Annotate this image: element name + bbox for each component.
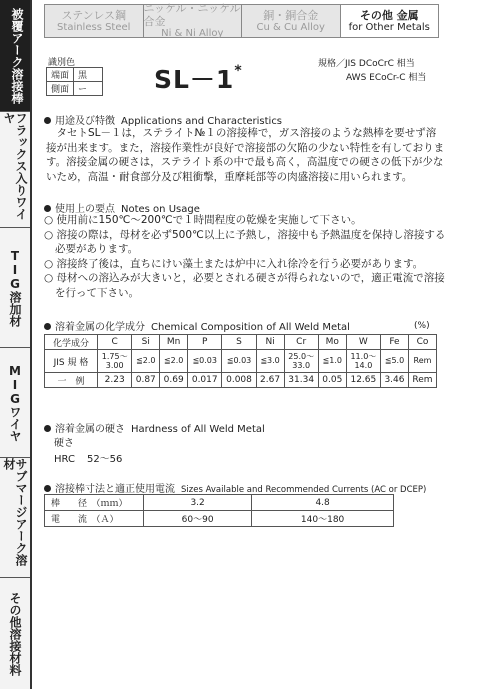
nav-label-en: Ni & Ni Alloy — [161, 28, 224, 39]
heading-en: Applications and Characteristics — [121, 116, 283, 127]
cell-value — [227, 356, 252, 365]
table-cell: 12.65 — [346, 373, 380, 388]
product-name-text: SL－1 — [154, 65, 235, 94]
sidebar-tab-mig-wire[interactable] — [0, 348, 30, 458]
nav-label-jp: 銅・銅合金 — [263, 8, 319, 22]
cell-value — [350, 352, 376, 370]
standard-jis: 規格／JIS DCoCrC 相当 — [318, 59, 415, 69]
row-header: 化学成分 — [45, 335, 98, 350]
table-row — [47, 82, 103, 96]
table-cell — [160, 350, 188, 373]
cell-line: 33.0 — [292, 360, 311, 370]
table-row — [45, 495, 394, 511]
sidebar-tab-label: 被覆アーク溶接棒 — [10, 7, 24, 104]
id-value: ー — [74, 82, 103, 96]
bullet-icon — [44, 425, 51, 432]
row-header: JIS 規 格 — [45, 350, 98, 373]
nav-label-en: for Other Metals — [348, 21, 430, 33]
heading-jp: 溶着金属の化学成分 — [55, 322, 145, 333]
nav-stainless-steel[interactable] — [45, 5, 144, 37]
cell-line: ≦3.0 — [260, 356, 280, 365]
column-header: Mo — [318, 335, 346, 350]
table-cell: 31.34 — [284, 373, 318, 388]
category-sidebar — [0, 0, 32, 689]
cell-value — [323, 356, 342, 365]
bullet-icon — [44, 323, 51, 330]
cell-line: 1.75～ — [101, 351, 128, 361]
column-header: Cr — [284, 335, 318, 350]
unit-label: (%) — [414, 321, 430, 331]
heading-jp: 溶接棒寸法と適正使用電流 — [55, 484, 175, 495]
bullet-icon — [44, 117, 51, 124]
current-value: 140～180 — [252, 511, 394, 527]
product-mark: * — [234, 62, 243, 79]
cell-line: ≦2.0 — [163, 356, 184, 365]
table-cell — [188, 350, 222, 373]
cell-value — [385, 356, 404, 365]
list-item: ○ 使用前に150℃～200℃で１時間程度の乾燥を実施して下さい。 — [44, 214, 362, 226]
sidebar-tab-label: その他溶接材料 — [8, 591, 22, 676]
nav-cu-alloy[interactable] — [242, 5, 341, 37]
column-header: Fe — [381, 335, 409, 350]
table-cell — [256, 350, 284, 373]
heading-en: Chemical Composition of All Weld Metal — [151, 322, 350, 333]
applications-text: タセトSL－１は，ステライト№１の溶接棒で，ガス溶接のような熱棒を要せず溶接が出来ます。また，溶接作業性が良好で溶接部の欠陥の少ない特性を有しております。溶接金属の硬さは，ステライト系の中で最も高く，高温度での硬さの低下が少ないため，高温・耐食部分及び粗衝撃，重摩耗部等の肉盛溶接に用いられます。 — [46, 127, 445, 183]
table-cell: 2.67 — [256, 373, 284, 388]
nav-label-jp: ニッケル・ニッケル合金 — [143, 2, 241, 28]
diameter-value: 3.2 — [144, 495, 252, 511]
hardness-value: 52～56 — [86, 454, 123, 465]
nav-label-en: Stainless Steel — [57, 21, 131, 33]
cell-value — [164, 356, 183, 365]
table-cell: 2.23 — [98, 373, 132, 388]
nav-ni-alloy[interactable] — [143, 2, 243, 39]
cell-line: ≦2.0 — [136, 356, 156, 365]
id-key: 端面 — [47, 68, 74, 82]
column-header: Si — [132, 335, 160, 350]
heading-en: Hardness of All Weld Metal — [131, 424, 265, 435]
sidebar-tab-submerged-arc[interactable] — [0, 458, 30, 578]
list-item: ○ 母材への溶込みが大きいと，必要とされる硬さが得られないので，適正電流で溶接を行って下さい。 — [44, 272, 445, 299]
table-row — [45, 350, 437, 373]
applications-heading — [44, 112, 282, 127]
table-row — [45, 335, 437, 350]
standards — [318, 57, 426, 85]
table-cell — [132, 350, 160, 373]
column-header: W — [346, 335, 380, 350]
table-row — [47, 68, 103, 82]
table-cell: 0.69 — [160, 373, 188, 388]
heading-jp: 用途及び特徴 — [55, 116, 115, 127]
list-item: ○ 溶接の際は，母材を必ず500℃以上に予熱し，溶接中も予熱温度を保持し溶接する必要があります。 — [44, 228, 446, 255]
column-header: Co — [408, 335, 436, 350]
sidebar-tab-other-materials[interactable] — [0, 578, 30, 689]
bullet-icon — [44, 485, 51, 492]
sidebar-tab-covered-electrode[interactable] — [0, 0, 30, 112]
cell-line: Rem — [413, 356, 432, 365]
heading-jp: 溶着金属の硬さ — [55, 424, 125, 435]
chemical-heading — [44, 318, 350, 333]
cell-line: 11.0～ — [350, 351, 377, 361]
sidebar-tab-label: MIGワイヤ — [8, 363, 22, 442]
table-cell: 0.87 — [132, 373, 160, 388]
cell-line: 25.0～ — [288, 351, 315, 361]
table-cell: 0.05 — [318, 373, 346, 388]
bullet-icon — [44, 205, 51, 212]
cell-line: 14.0 — [354, 360, 373, 370]
cell-value — [260, 356, 279, 365]
hardness-heading — [44, 420, 265, 435]
id-value: 黒 — [74, 68, 103, 82]
sizes-table — [44, 494, 394, 527]
id-key: 側面 — [47, 82, 74, 96]
nav-other-metals[interactable] — [341, 5, 439, 37]
heading-jp: 使用上の要点 — [55, 204, 115, 215]
identification-table — [46, 67, 103, 96]
hardness-value-line — [54, 450, 122, 465]
nav-label-jp: その他 金属 — [359, 8, 419, 22]
cell-value — [288, 352, 314, 370]
table-row — [45, 511, 394, 527]
cell-value — [414, 356, 432, 365]
nav-label-jp: ステンレス鋼 — [61, 8, 127, 22]
column-header: Ni — [256, 335, 284, 350]
cell-line: ≦0.03 — [226, 356, 252, 365]
cell-line: ≦5.0 — [384, 356, 405, 365]
identification-label: 識別色 — [48, 58, 76, 68]
table-cell — [346, 350, 380, 373]
diameter-value: 4.8 — [252, 495, 394, 511]
table-row — [45, 373, 437, 388]
sidebar-tab-label: サブマージアーク溶材 — [2, 458, 28, 566]
chemical-table — [44, 334, 437, 388]
column-header: Mn — [160, 335, 188, 350]
hardness-label: 硬さ — [54, 438, 74, 449]
current-label: 電 流 （Ａ） — [45, 511, 144, 527]
table-cell — [381, 350, 409, 373]
table-cell: 0.008 — [222, 373, 256, 388]
material-nav — [44, 4, 439, 38]
cell-value — [136, 356, 155, 365]
column-header: S — [222, 335, 256, 350]
heading-en: Notes on Usage — [121, 204, 200, 215]
table-cell — [98, 350, 132, 373]
product-name — [154, 60, 243, 96]
sidebar-tab-label: フラックス入りワイヤ — [2, 112, 28, 220]
sidebar-tab-flux-cored-wire[interactable] — [0, 112, 30, 228]
notes-list — [44, 213, 449, 300]
table-cell — [408, 350, 436, 373]
column-header: C — [98, 335, 132, 350]
current-value: 60～90 — [144, 511, 252, 527]
hardness-scale: HRC — [54, 454, 75, 465]
heading-en: Sizes Available and Recommended Currents (AC or DCEP) — [181, 485, 427, 495]
nav-label-en: Cu & Cu Alloy — [256, 21, 325, 33]
table-cell: 0.017 — [188, 373, 222, 388]
sidebar-tab-label: TIG溶加材 — [8, 248, 22, 327]
table-cell — [284, 350, 318, 373]
column-header: P — [188, 335, 222, 350]
table-cell: Rem — [408, 373, 436, 388]
table-cell — [318, 350, 346, 373]
cell-line: 3.00 — [105, 360, 124, 370]
standard-aws: AWS ECoCr-C 相当 — [346, 73, 427, 83]
diameter-label: 棒 径 （ｍｍ） — [45, 495, 144, 511]
sizes-heading — [44, 480, 426, 495]
cell-line: ≦0.03 — [192, 356, 217, 365]
cell-value — [102, 352, 128, 370]
sidebar-tab-tig-filler[interactable] — [0, 228, 30, 348]
table-cell: 3.46 — [381, 373, 409, 388]
cell-line: ≦1.0 — [322, 356, 342, 365]
table-cell — [222, 350, 256, 373]
list-item: ○ 溶接終了後は，直ちにけい藻土または炉中に入れ徐冷を行う必要があります。 — [44, 257, 424, 270]
cell-value — [192, 356, 217, 365]
row-header: 一 例 — [45, 373, 98, 388]
